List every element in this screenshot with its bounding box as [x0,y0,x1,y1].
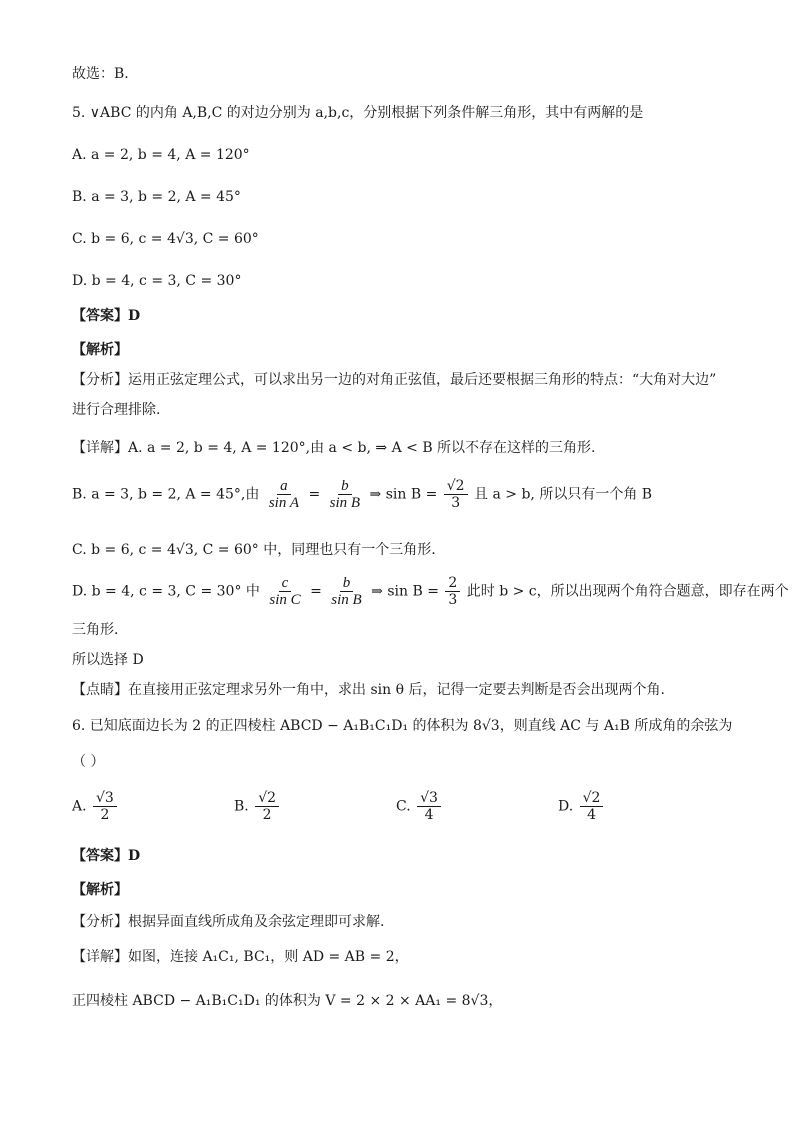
fraction-denominator: 3 [448,592,458,608]
fraction-numerator: c [279,575,292,592]
fraction-b-over-sinB [327,478,363,511]
fraction-sinB-value [445,575,460,608]
fraction-denominator: sin B [329,495,361,511]
fraction-denominator: 4 [587,807,597,823]
fraction-denominator: sin B [331,592,362,608]
detail-d-suffix: 此时 b > c，所以出现两个角符合题意，即存在两个 [466,583,789,600]
equals-sign: = [310,583,322,600]
question-6-volume: 正四棱柱 ABCD − A₁B₁C₁D₁ 的体积为 V = 2 × 2 × AA₁ = 8√3， [72,993,503,1009]
fraction-denominator: 2 [100,807,110,823]
question-5-detail-d-end: 三角形. [72,622,119,638]
question-6-answer: 【答案】D [72,848,141,864]
question-5-option-b: B. a = 3, b = 2, A = 45° [72,189,241,205]
fraction-denominator: 4 [424,807,434,823]
fraction-denominator: sin A [268,495,299,511]
fraction-numerator: √3 [93,790,117,807]
fraction-denominator: sin C [269,592,301,608]
option-fraction [93,790,117,823]
fraction-numerator: √3 [417,790,441,807]
fraction-numerator: √2 [580,790,604,807]
option-fraction [417,790,441,823]
fraction-a-over-sinA [266,478,302,511]
fraction-denominator: 3 [451,495,461,511]
question-6-detail: 【详解】如图，连接 A₁C₁, BC₁，则 AD = AB = 2， [72,949,409,965]
option-label: A. [72,798,87,815]
prev-answer-line: 故选：B. [72,66,129,82]
question-5-analysis-heading: 【解析】 [72,342,128,358]
question-6-paren: （ ） [72,754,105,770]
question-5-detail-b [72,478,652,511]
detail-b-prefix: B. a = 3, b = 2, A = 45°,由 [72,486,260,503]
fraction-numerator: √2 [255,790,279,807]
question-5-option-c: C. b = 6, c = 4√3, C = 60° [72,231,259,247]
question-5-option-a: A. a = 2, b = 4, A = 120° [72,147,250,163]
detail-b-suffix: 且 a > b, 所以只有一个角 B [474,486,653,503]
fraction-numerator: 2 [445,575,460,592]
fraction-c-over-sinC [266,575,303,608]
question-5-detail-c: C. b = 6, c = 4√3, C = 60° 中，同理也只有一个三角形. [72,542,436,558]
fraction-numerator: b [338,478,352,495]
question-6-stem: 6. 已知底面边长为 2 的正四棱柱 ABCD − A₁B₁C₁D₁ 的体积为 8√3，则直线 AC 与 A₁B 所成角的余弦为 [72,718,733,734]
question-5-conclusion: 所以选择 D [72,652,144,668]
question-5-answer: 【答案】D [72,308,141,324]
fraction-denominator: 2 [262,807,272,823]
fraction-numerator: a [277,478,291,495]
question-6-analysis-heading: 【解析】 [72,882,128,898]
fraction-numerator: √2 [444,478,468,495]
option-label: B. [234,798,249,815]
fraction-numerator: b [340,575,354,592]
question-5-detail-d [72,575,789,608]
question-5-analysis-line-1: 【分析】运用正弦定理公式，可以求出另一边的对角正弦值，最后还要根据三角形的特点：“大角对大边” [72,372,717,388]
option-fraction [580,790,604,823]
question-5-key-point: 【点睛】在直接用正弦定理求另外一角中，求出 sin θ 后，记得一定要去判断是否会出现两个角. [72,682,665,698]
question-5-detail-a: 【详解】A. a = 2, b = 4, A = 120°,由 a < b, ⇒ A < B 所以不存在这样的三角形. [72,440,596,456]
equals-sign: = [308,486,321,503]
question-5-stem: 5. ∨ABC 的内角 A,B,C 的对边分别为 a,b,c，分别根据下列条件解三角形，其中有两解的是 [72,105,644,121]
option-label: C. [396,798,411,815]
question-6-option-c [396,790,443,823]
implies-text: ⇒ sin B = [371,583,439,600]
question-6-analysis: 【分析】根据异面直线所成角及余弦定理即可求解. [72,914,385,930]
question-6-option-a [72,790,119,823]
fraction-sinB-value [444,478,468,511]
question-6-option-b [234,790,281,823]
question-6-option-d [558,790,605,823]
fraction-b-over-sinB [328,575,364,608]
option-fraction [255,790,279,823]
question-5-analysis-line-2: 进行合理排除. [72,402,161,418]
question-5-option-d: D. b = 4, c = 3, C = 30° [72,273,242,289]
detail-d-prefix: D. b = 4, c = 3, C = 30° 中 [72,583,260,600]
implies-text: ⇒ sin B = [369,486,438,503]
option-label: D. [558,798,574,815]
